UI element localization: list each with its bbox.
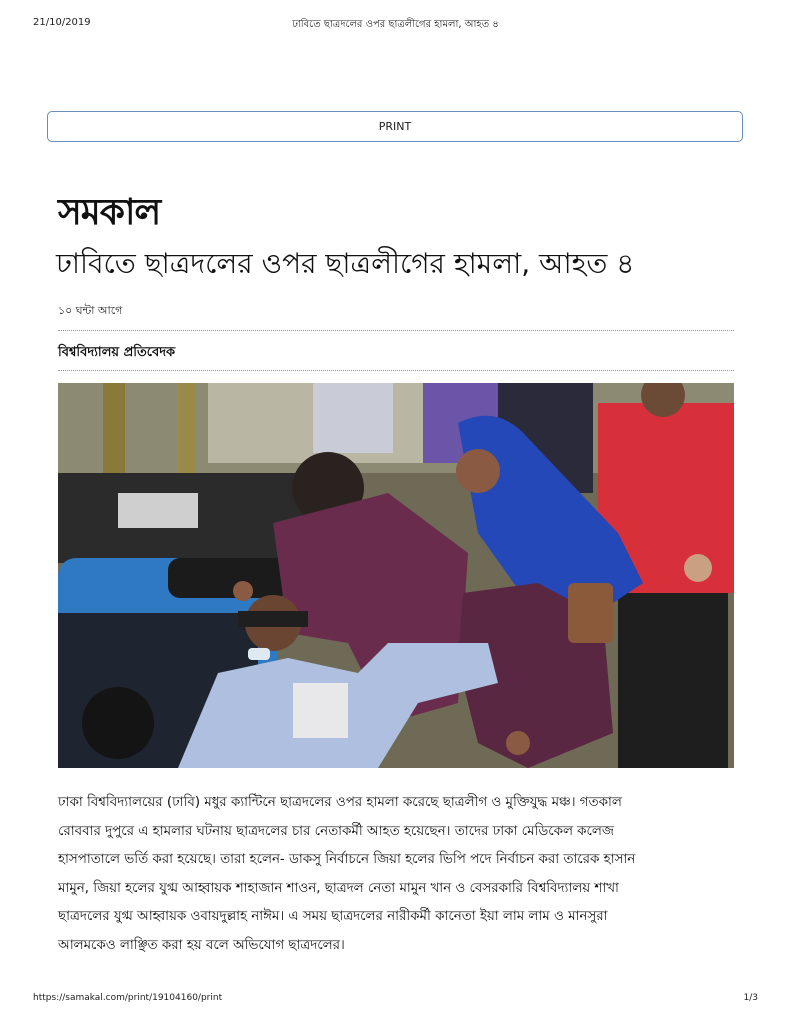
page-url: https://samakal.com/print/19104160/print: [33, 993, 223, 1003]
page-number: 1/3: [743, 993, 758, 1003]
page-footer: [33, 993, 758, 1007]
page-header: [33, 17, 758, 33]
divider: [58, 330, 734, 331]
samakal-logo: সমকাল: [58, 191, 161, 233]
print-button[interactable]: PRINT: [47, 111, 743, 142]
divider: [58, 370, 734, 371]
article-headline: ঢাবিতে ছাত্রদলের ওপর ছাত্রলীগের হামলা, আহত ৪: [56, 247, 635, 280]
article-author: বিশ্ববিদ্যালয় প্রতিবেদক: [58, 345, 176, 360]
article-body: ঢাকা বিশ্ববিদ্যালয়ের (ঢাবি) মধুর ক্যান্টিনে ছাত্রদলের ওপর হামলা করেছে ছাত্রলীগ ও মুক্তিযুদ্ধ মঞ্চ। গতকাল রোববার দুপুরে এ হামলার ঘটনায় ছাত্রদলের চার নেতাকর্মী আহত হয়েছেন। তাদের ঢাকা মেডিকেল কলেজ হাসপাতালে ভর্তি করা হয়েছে। তারা হলেন- ডাকসু নির্বাচনে জিয়া হলের ভিপি পদে নির্বাচন করা তারেক হাসান মামুন, জিয়া হলের যুগ্ম আহ্বায়ক শাহাজান শাওন, ছাত্রদল নেতা মামুন খান ও বেসরকারি বিশ্ববিদ্যালয় শাখা ছাত্রদলের যুগ্ম আহ্বায়ক ওবায়দুল্লাহ নাঈম। এ সময় ছাত্রদলের নারীকর্মী কানেতা ইয়া লাম লাম ও মানসুরা আলমকেও লাঞ্ছিত করা হয় বলে অভিযোগ ছাত্রদলের।: [58, 795, 636, 953]
article-photo: [58, 383, 734, 768]
publish-time: ১০ ঘন্টা আগে: [58, 304, 123, 317]
document-title: ঢাবিতে ছাত্রদলের ওপর ছাত্রলীগের হামলা, আহত ৪: [292, 19, 499, 30]
print-date: 21/10/2019: [33, 17, 91, 28]
